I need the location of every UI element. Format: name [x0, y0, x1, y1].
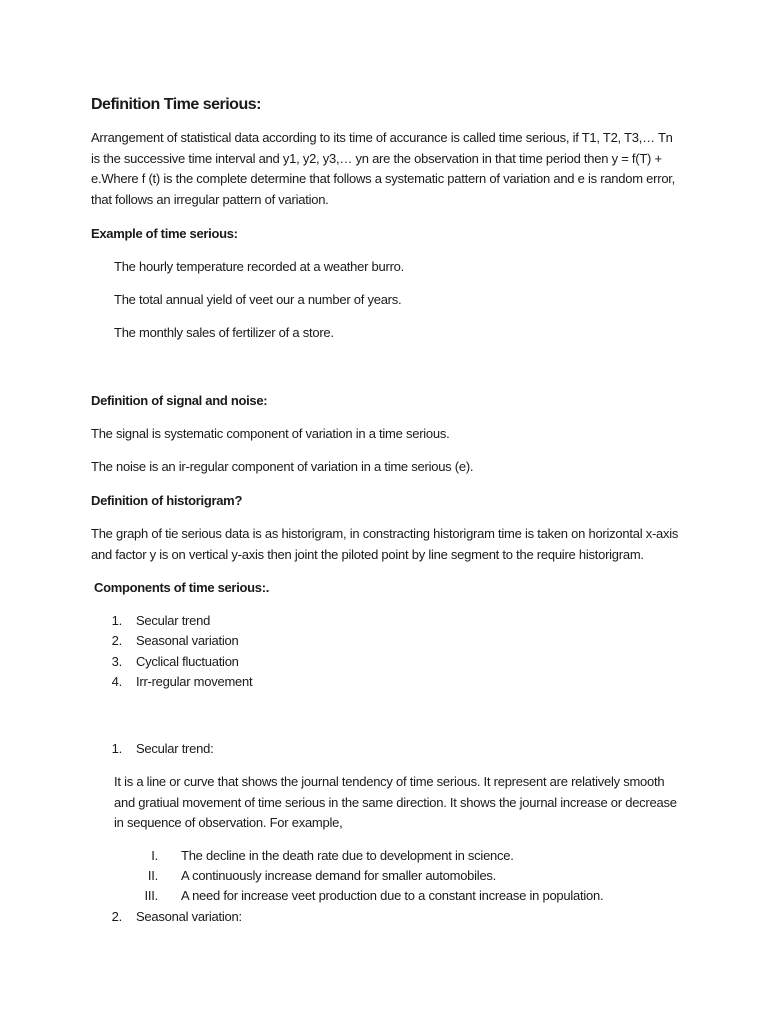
list-number: 2. — [111, 633, 122, 648]
list-number: 4. — [111, 674, 122, 689]
signal-definition: The signal is systematic component of variation in a time serious. — [91, 426, 450, 441]
example-text: A continuously increase demand for smaller automobiles. — [181, 868, 497, 883]
roman-numeral: III. — [144, 888, 158, 903]
secular-line: in sequence of observation. For example, — [114, 815, 343, 830]
secular-trend-paragraph — [114, 772, 694, 834]
historigram-line: The graph of tie serious data is as historigram, in constracting historigram time is taken on horizontal x-axis — [91, 526, 679, 541]
list-number: 1. — [111, 741, 122, 756]
list-text: Irr-regular movement — [136, 674, 253, 689]
components-list-item — [0, 613, 768, 631]
secular-line: It is a line or curve that shows the journal tendency of time serious. It represent are relatively smooth — [114, 774, 665, 789]
list-number: 1. — [111, 613, 122, 628]
components-list-item — [0, 633, 768, 651]
secular-example-item — [0, 888, 768, 906]
intro-line: is the successive time interval and y1, y2, y3,… yn are the observation in that time period then y = f(T) + — [91, 150, 662, 166]
roman-numeral: II. — [147, 868, 158, 883]
seasonal-variation-heading — [0, 909, 768, 927]
intro-line: e.Where f (t) is the complete determine that follows a systematic pattern of variation and e is random error, — [91, 171, 676, 186]
list-text: Secular trend: — [136, 741, 214, 756]
example-text: The decline in the death rate due to development in science. — [181, 848, 514, 863]
noise-definition: The noise is an ir-regular component of variation in a time serious (e). — [91, 459, 474, 474]
intro-line: Arrangement of statistical data according to its time of accurance is called time serious, if T1, T2, T3,… Tn — [91, 130, 673, 145]
secular-trend-heading — [0, 741, 768, 759]
roman-numeral: I. — [151, 848, 158, 863]
historigram-paragraph — [91, 524, 691, 565]
list-text: Cyclical fluctuation — [136, 654, 239, 669]
components-list-item — [0, 654, 768, 672]
example-item: The total annual yield of veet our a number of years. — [114, 292, 402, 307]
example-item: The hourly temperature recorded at a weather burro. — [114, 259, 405, 274]
signal-noise-heading: Definition of signal and noise: — [91, 393, 268, 408]
list-number: 3. — [111, 654, 122, 669]
intro-line: that follows an irregular pattern of variation. — [91, 191, 329, 207]
list-number: 2. — [111, 909, 122, 924]
secular-example-item — [0, 848, 768, 866]
secular-example-item — [0, 868, 768, 886]
historigram-heading: Definition of historigram? — [91, 493, 243, 508]
example-heading: Example of time serious: — [91, 226, 238, 241]
page-title: Definition Time serious: — [91, 96, 261, 113]
list-text: Seasonal variation: — [136, 909, 242, 924]
example-text: A need for increase veet production due to a constant increase in population. — [181, 888, 604, 903]
components-list-item — [0, 674, 768, 692]
example-item: The monthly sales of fertilizer of a store. — [114, 325, 334, 340]
list-text: Seasonal variation — [136, 633, 239, 648]
list-text: Secular trend — [136, 613, 211, 628]
components-heading: Components of time serious:. — [94, 580, 270, 595]
intro-paragraph — [91, 128, 691, 210]
historigram-line: and factor y is on vertical y-axis then joint the piloted point by line segment to the require historigram. — [91, 546, 644, 562]
secular-line: and gratiual movement of time serious in the same direction. It shows the journal increase or decrease — [114, 794, 677, 810]
